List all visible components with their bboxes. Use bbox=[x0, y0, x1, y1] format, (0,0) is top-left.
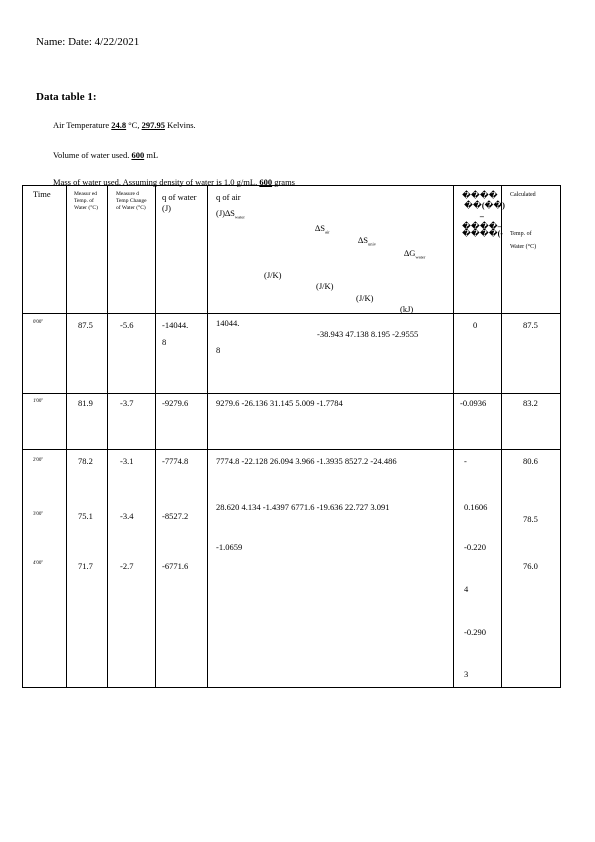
calc-temp-label: Temp. of bbox=[510, 231, 532, 237]
temp-value: 75.1 bbox=[78, 511, 93, 521]
ln-value: 0 bbox=[473, 320, 478, 330]
s-g-values: -38.943 47.138 8.195 -2.9555 bbox=[317, 329, 419, 339]
ln-line: 3 bbox=[464, 669, 469, 679]
ln-line: - bbox=[464, 456, 467, 466]
cell-time bbox=[23, 394, 67, 450]
s-univ-label: $\Delta S_{univ}$ bbox=[358, 235, 376, 247]
ln-line: 0.1606 bbox=[464, 502, 488, 512]
cell-q-water bbox=[156, 394, 208, 450]
cell-q-air bbox=[208, 314, 454, 394]
q-air-label: q of air bbox=[216, 192, 241, 202]
cell-calc bbox=[502, 314, 561, 394]
s-water-label: $(J)\Delta S_{water}$ bbox=[216, 208, 245, 220]
change-value: -3.7 bbox=[120, 398, 134, 408]
change-value: -3.4 bbox=[120, 511, 134, 521]
change-value: -3.1 bbox=[120, 456, 134, 466]
col-q-air-header bbox=[208, 186, 454, 314]
data-table-title: Data table 1: bbox=[36, 91, 97, 103]
col-time-header bbox=[23, 186, 67, 314]
q-water-value: -7774.8 bbox=[162, 456, 189, 466]
cell-ln bbox=[454, 394, 502, 450]
col-temp-change-header bbox=[108, 186, 156, 314]
cell-change bbox=[108, 394, 156, 450]
q-air-line: 28.620 4.134 -1.4397 6771.6 -19.636 22.727 3.091 bbox=[216, 502, 390, 512]
volume-value: 600 bbox=[131, 150, 145, 160]
q-water-label: q of water (J) bbox=[162, 192, 197, 213]
temp-value: 87.5 bbox=[78, 320, 93, 330]
cell-time bbox=[23, 450, 67, 688]
q-air-value: 14044. bbox=[216, 318, 240, 328]
time-value: 2'00'' bbox=[33, 458, 44, 463]
calc-value: 76.0 bbox=[523, 561, 538, 571]
cell-q-air bbox=[208, 394, 454, 450]
cell-calc bbox=[502, 450, 561, 688]
unit-jk-1: (J/K) bbox=[264, 270, 282, 280]
air-mid: °C, bbox=[126, 120, 142, 130]
col-q-water-header bbox=[156, 186, 208, 314]
table-header-row bbox=[23, 186, 561, 314]
mass-prefix: Mass of water used. Assuming density of water is 1.0 g/mL. bbox=[53, 177, 260, 187]
time-value: 1'00'' bbox=[33, 399, 44, 404]
water-volume-line bbox=[53, 150, 158, 160]
vol-suffix: mL bbox=[144, 150, 159, 160]
q-air-line: -1.0659 bbox=[216, 542, 243, 552]
garbled-glyph-3: –����– bbox=[462, 212, 502, 231]
calc-value: 83.2 bbox=[523, 398, 538, 408]
calculated-label: Calculated bbox=[510, 192, 536, 198]
cell-q-water bbox=[156, 314, 208, 394]
ln-line: -0.220 bbox=[464, 542, 486, 552]
name-date-line: Name: Date: 4/22/2021 bbox=[36, 36, 140, 48]
q-air-value-cont: 8 bbox=[216, 345, 221, 355]
col-calculated-header bbox=[502, 186, 561, 314]
measured-temp-label: Measur ed Temp. of Water (°C) bbox=[74, 191, 98, 211]
garbled-glyph-4: ����(- bbox=[462, 229, 503, 238]
garbled-glyph-2: ��(��) bbox=[464, 201, 505, 210]
temp-value: 71.7 bbox=[78, 561, 93, 571]
q-water-value: -9279.6 bbox=[162, 398, 189, 408]
s-air-label: $\Delta S_{air}$ bbox=[315, 223, 330, 235]
g-water-label: $\Delta G_{water}$ bbox=[404, 248, 426, 260]
cell-change bbox=[108, 450, 156, 688]
cell-calc bbox=[502, 394, 561, 450]
q-water-value: -14044. bbox=[162, 320, 189, 330]
cell-ln bbox=[454, 314, 502, 394]
cell-time bbox=[23, 314, 67, 394]
calc-value: 87.5 bbox=[523, 320, 538, 330]
q-water-value: -6771.6 bbox=[162, 561, 189, 571]
q-air-line: 7774.8 -22.128 26.094 3.966 -1.3935 8527.2 -24.486 bbox=[216, 456, 397, 466]
col-measured-temp-header bbox=[67, 186, 108, 314]
q-water-value-cont: 8 bbox=[162, 337, 167, 347]
time-value: 0'00'' bbox=[33, 320, 44, 325]
cell-temp bbox=[67, 450, 108, 688]
cell-ln bbox=[454, 450, 502, 688]
change-value: -2.7 bbox=[120, 561, 134, 571]
data-table bbox=[22, 185, 561, 688]
temp-change-label: Measure d Temp Change of Water (°C) bbox=[116, 191, 147, 211]
table-row bbox=[23, 314, 561, 394]
table-row bbox=[23, 450, 561, 688]
mass-value: 600 bbox=[259, 177, 273, 187]
ln-value: -0.0936 bbox=[460, 398, 487, 408]
cell-q-water bbox=[156, 450, 208, 688]
table-row bbox=[23, 394, 561, 450]
ln-line: 4 bbox=[464, 584, 469, 594]
mass-suffix: grams bbox=[272, 177, 295, 187]
air-suffix: Kelvins. bbox=[164, 120, 196, 130]
air-kelvin-value: 297.95 bbox=[141, 120, 165, 130]
cell-change bbox=[108, 314, 156, 394]
unit-jk-3: (J/K) bbox=[356, 293, 374, 303]
calc-water-label: Water (°C) bbox=[510, 244, 537, 250]
calc-value: 78.5 bbox=[523, 514, 538, 524]
time-value: 4'00'' bbox=[33, 561, 44, 566]
ln-line: -0.290 bbox=[464, 627, 486, 637]
cell-temp bbox=[67, 314, 108, 394]
air-prefix: Air Temperature bbox=[53, 120, 112, 130]
col-ln-header bbox=[454, 186, 505, 314]
calc-value: 80.6 bbox=[523, 456, 538, 466]
temp-value: 81.9 bbox=[78, 398, 93, 408]
temp-value: 78.2 bbox=[78, 456, 93, 466]
cell-q-air bbox=[208, 450, 454, 688]
unit-kj: (kJ) bbox=[400, 304, 414, 314]
q-air-value: 9279.6 -26.136 31.145 5.009 -1.7784 bbox=[216, 398, 343, 408]
q-water-value: -8527.2 bbox=[162, 511, 189, 521]
cell-temp bbox=[67, 394, 108, 450]
time-value: 3'00'' bbox=[33, 512, 44, 517]
change-value: -5.6 bbox=[120, 320, 134, 330]
air-celsius-value: 24.8 bbox=[111, 120, 127, 130]
garbled-glyph-1: ���� bbox=[462, 191, 498, 200]
time-header-label: Time bbox=[33, 189, 51, 199]
vol-prefix: Volume of water used. bbox=[53, 150, 132, 160]
unit-jk-2: (J/K) bbox=[316, 281, 334, 291]
air-temperature-line bbox=[53, 120, 196, 130]
